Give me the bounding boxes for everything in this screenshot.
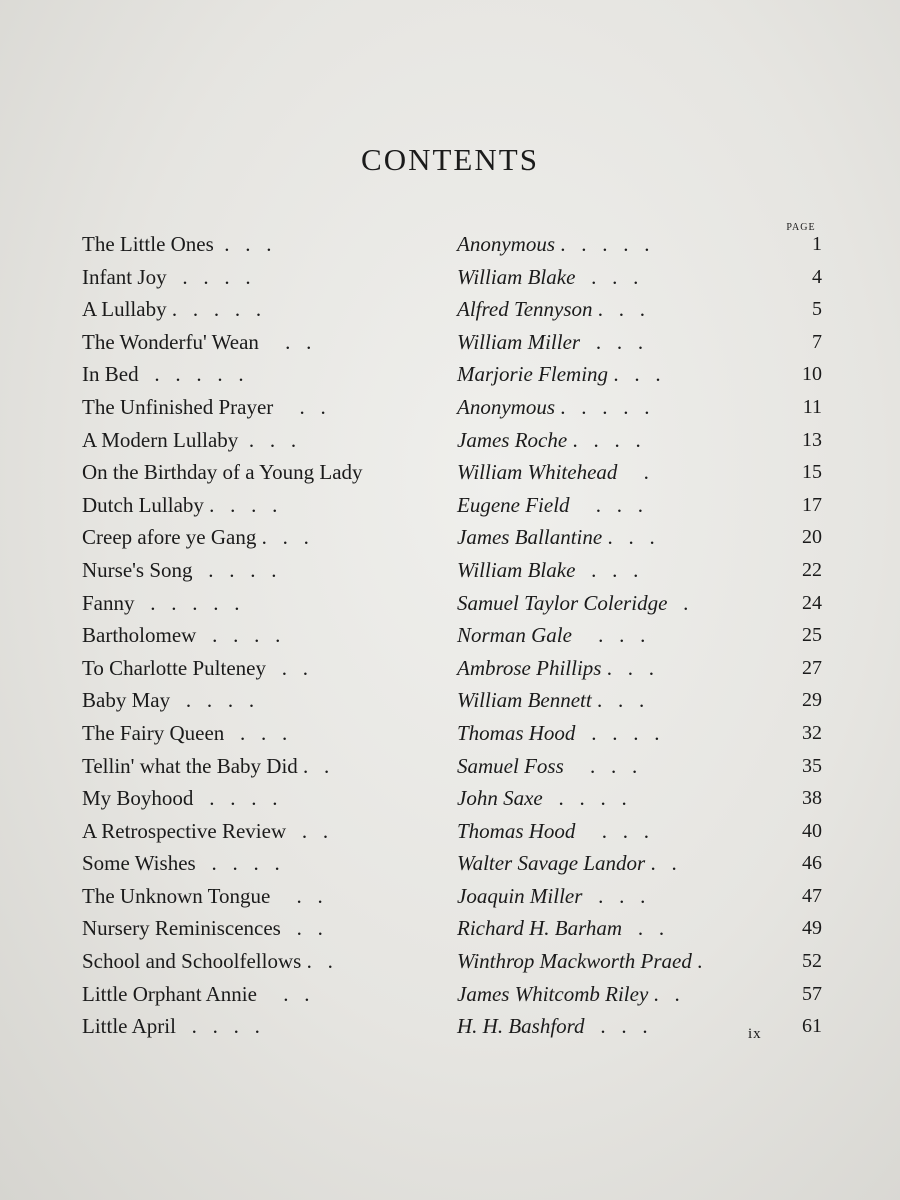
entry-page-number: 57 bbox=[802, 982, 822, 1005]
entry-author bbox=[457, 261, 787, 294]
dot-leader: . . . . bbox=[166, 264, 251, 289]
dot-leader: . . . . bbox=[175, 1014, 260, 1039]
contents-entry bbox=[82, 424, 827, 457]
dot-leader: . . . . bbox=[196, 623, 281, 648]
contents-entry bbox=[82, 456, 827, 489]
dot-leader: . . . bbox=[575, 557, 639, 582]
entry-author bbox=[457, 424, 787, 457]
dot-leader: . . . . bbox=[170, 688, 255, 713]
dot-leader: . . . bbox=[591, 688, 645, 713]
page-column-label: PAGE bbox=[786, 222, 816, 233]
entry-author-text: Anonymous bbox=[457, 394, 555, 419]
entry-title-text: Baby May bbox=[82, 688, 171, 713]
dot-leader: . . . . bbox=[542, 786, 627, 811]
contents-entry bbox=[82, 261, 827, 294]
entry-author-text: Alfred Tennyson bbox=[457, 297, 593, 322]
entry-page-number: 32 bbox=[802, 721, 822, 744]
entry-title-text: Little Orphant Annie bbox=[82, 981, 257, 1006]
dot-leader: . . . . bbox=[193, 786, 278, 811]
entry-page-number: 35 bbox=[802, 754, 822, 777]
entry-author bbox=[457, 293, 787, 326]
entry-author bbox=[457, 945, 787, 978]
dot-leader: . . . bbox=[563, 753, 638, 778]
entry-title-text: The Little Ones bbox=[82, 232, 214, 256]
dot-leader: . . . bbox=[575, 818, 649, 843]
entry-title bbox=[82, 750, 452, 783]
entry-title bbox=[82, 717, 452, 750]
dot-leader: . . bbox=[280, 916, 323, 941]
dot-leader: . . . . . bbox=[555, 232, 650, 256]
dot-leader: . . bbox=[645, 851, 677, 876]
entry-author bbox=[457, 750, 787, 783]
folio-number: ix bbox=[748, 1026, 762, 1042]
entry-page-number: 47 bbox=[802, 884, 822, 907]
entry-page-number: 5 bbox=[812, 298, 822, 321]
entry-title bbox=[82, 358, 452, 391]
entry-title bbox=[82, 1010, 452, 1043]
entry-title-text: My Boyhood bbox=[82, 786, 194, 811]
contents-entry bbox=[82, 847, 827, 880]
entry-author-text: William Bennett bbox=[457, 688, 592, 713]
entry-title bbox=[82, 293, 452, 326]
entry-page-number: 22 bbox=[802, 558, 822, 581]
entry-author-text: Joaquin Miller bbox=[457, 883, 583, 908]
entry-title-text: Nurse's Song bbox=[82, 557, 193, 582]
contents-entry bbox=[82, 1010, 827, 1043]
entry-title-text: The Fairy Queen bbox=[82, 720, 225, 745]
entry-author bbox=[457, 978, 787, 1011]
entry-title-text: The Wonderfu' Wean bbox=[82, 329, 259, 354]
entry-page-number: 40 bbox=[802, 819, 822, 842]
contents-entry bbox=[82, 782, 827, 815]
dot-leader: . . . . bbox=[192, 557, 277, 582]
contents-entry bbox=[82, 945, 827, 978]
dot-leader: . bbox=[617, 460, 649, 485]
contents-entry bbox=[82, 391, 827, 424]
entry-author-text: Samuel Foss bbox=[457, 753, 564, 778]
entry-page-number: 11 bbox=[802, 395, 822, 418]
entry-title bbox=[82, 945, 452, 978]
dot-leader: . . . bbox=[608, 362, 661, 387]
entry-title-text: In Bed bbox=[82, 362, 139, 387]
dot-leader: . . . bbox=[238, 427, 297, 452]
entry-author bbox=[457, 587, 787, 620]
dot-leader: . . . . bbox=[575, 720, 660, 745]
contents-entry bbox=[82, 293, 827, 326]
dot-leader: . . . bbox=[602, 525, 655, 550]
entry-author bbox=[457, 228, 787, 261]
entry-author bbox=[457, 521, 787, 554]
contents-entry bbox=[82, 554, 827, 587]
entry-author bbox=[457, 326, 787, 359]
entry-title bbox=[82, 554, 452, 587]
contents-entry bbox=[82, 912, 827, 945]
entry-author-text: William Whitehead bbox=[457, 460, 618, 485]
entry-author-text: Ambrose Phillips bbox=[457, 655, 602, 680]
entry-author-text: H. H. Bashford bbox=[457, 1014, 585, 1039]
dot-leader: . . bbox=[273, 394, 326, 419]
entry-author-text: Samuel Taylor Coleridge bbox=[457, 590, 668, 615]
entry-author bbox=[457, 847, 787, 880]
entry-page-number: 13 bbox=[802, 428, 822, 451]
entry-author bbox=[457, 554, 787, 587]
entry-author-text: William Miller bbox=[457, 329, 581, 354]
dot-leader: . . . . bbox=[567, 427, 641, 452]
entry-page-number: 25 bbox=[802, 624, 822, 647]
entry-title-text: School and Schoolfellows bbox=[82, 949, 302, 974]
entry-title bbox=[82, 228, 452, 261]
contents-entry bbox=[82, 326, 827, 359]
entry-author-text: John Saxe bbox=[457, 786, 543, 811]
contents-list bbox=[82, 228, 827, 1043]
entry-title bbox=[82, 815, 452, 848]
contents-entry bbox=[82, 815, 827, 848]
contents-entry bbox=[82, 521, 827, 554]
entry-title-text: Infant Joy bbox=[82, 264, 167, 289]
entry-title bbox=[82, 847, 452, 880]
entry-author-text: Thomas Hood bbox=[457, 818, 576, 843]
entry-title bbox=[82, 587, 452, 620]
entry-title bbox=[82, 391, 452, 424]
entry-title bbox=[82, 521, 452, 554]
dot-leader: . . . bbox=[592, 297, 646, 322]
page-title: CONTENTS bbox=[361, 142, 539, 177]
entry-author bbox=[457, 684, 787, 717]
entry-page-number: 49 bbox=[802, 917, 822, 940]
entry-title bbox=[82, 978, 452, 1011]
entry-title bbox=[82, 456, 452, 489]
entry-author bbox=[457, 717, 787, 750]
entry-title-text: On the Birthday of a Young Lady bbox=[82, 460, 363, 485]
dot-leader: . . . . . bbox=[134, 590, 240, 615]
entry-title-text: The Unknown Tongue bbox=[82, 883, 271, 908]
entry-title-text: Dutch Lullaby bbox=[82, 492, 204, 517]
entry-page-number: 15 bbox=[802, 461, 822, 484]
dot-leader: . . bbox=[286, 818, 329, 843]
dot-leader: . . . . bbox=[195, 851, 280, 876]
entry-author-text: William Blake bbox=[457, 557, 576, 582]
entry-title-text: A Modern Lullaby bbox=[82, 427, 239, 452]
dot-leader: . . bbox=[648, 981, 680, 1006]
entry-title bbox=[82, 619, 452, 652]
entry-author-text: Eugene Field bbox=[457, 492, 570, 517]
entry-title-text: Nursery Reminiscences bbox=[82, 916, 281, 941]
dot-leader: . . . bbox=[575, 264, 639, 289]
entry-author bbox=[457, 358, 787, 391]
contents-entry bbox=[82, 228, 827, 261]
entry-title-text: Tellin' what the Baby Did bbox=[82, 753, 298, 778]
entry-author bbox=[457, 391, 787, 424]
entry-page-number: 24 bbox=[802, 591, 822, 614]
dot-leader: . . . bbox=[580, 329, 644, 354]
entry-page-number: 29 bbox=[802, 689, 822, 712]
entry-title bbox=[82, 782, 452, 815]
contents-entry bbox=[82, 489, 827, 522]
dot-leader: . . . . . bbox=[166, 297, 262, 322]
entry-title bbox=[82, 489, 452, 522]
contents-entry bbox=[82, 587, 827, 620]
entry-page-number: 10 bbox=[802, 363, 822, 386]
contents-entry bbox=[82, 717, 827, 750]
entry-author bbox=[457, 456, 787, 489]
entry-author-text: James Ballantine bbox=[457, 525, 603, 550]
entry-author bbox=[457, 880, 787, 913]
entry-author-text: James Whitcomb Riley bbox=[457, 981, 649, 1006]
entry-page-number: 61 bbox=[802, 1015, 822, 1038]
contents-entry bbox=[82, 750, 827, 783]
entry-author bbox=[457, 782, 787, 815]
dot-leader: . . . bbox=[224, 720, 288, 745]
entry-title-text: Some Wishes bbox=[82, 851, 196, 876]
contents-entry bbox=[82, 652, 827, 685]
entry-title-text: Little April bbox=[82, 1014, 176, 1039]
entry-page-number: 7 bbox=[812, 330, 822, 353]
dot-leader: . . . bbox=[569, 492, 644, 517]
entry-title-text: Fanny bbox=[82, 590, 135, 615]
dot-leader: . . bbox=[270, 883, 323, 908]
entry-author bbox=[457, 652, 787, 685]
entry-page-number: 4 bbox=[812, 265, 822, 288]
entry-author-text: Anonymous bbox=[457, 232, 555, 256]
entry-author-text: Winthrop Mackworth Praed bbox=[457, 949, 692, 974]
dot-leader: . . bbox=[258, 329, 312, 354]
dot-leader: . . . bbox=[256, 525, 309, 550]
entry-author-text: Marjorie Fleming bbox=[457, 362, 609, 387]
contents-entry bbox=[82, 358, 827, 391]
entry-title bbox=[82, 261, 452, 294]
entry-author-text: James Roche bbox=[457, 427, 568, 452]
entry-page-number: 1 bbox=[812, 233, 822, 255]
entry-title bbox=[82, 684, 452, 717]
entry-title-text: A Lullaby bbox=[82, 297, 167, 322]
entry-title bbox=[82, 326, 452, 359]
entry-author bbox=[457, 912, 787, 945]
contents-entry bbox=[82, 880, 827, 913]
entry-title bbox=[82, 652, 452, 685]
entry-title-text: A Retrospective Review bbox=[82, 818, 287, 843]
entry-page-number: 38 bbox=[802, 787, 822, 810]
dot-leader: . . . . . bbox=[138, 362, 244, 387]
entry-title bbox=[82, 912, 452, 945]
dot-leader: . . . bbox=[601, 655, 654, 680]
dot-leader: . bbox=[691, 949, 703, 974]
dot-leader: . . bbox=[622, 916, 665, 941]
entry-title bbox=[82, 424, 452, 457]
entry-title-text: The Unfinished Prayer bbox=[82, 394, 274, 419]
dot-leader: . . . bbox=[582, 883, 646, 908]
contents-entry bbox=[82, 978, 827, 1011]
entry-author-text: William Blake bbox=[457, 264, 576, 289]
entry-title-text: Bartholomew bbox=[82, 623, 197, 648]
dot-leader: . . . . . bbox=[555, 394, 650, 419]
contents-entry bbox=[82, 684, 827, 717]
dot-leader: . . bbox=[256, 981, 310, 1006]
entry-page-number: 46 bbox=[802, 852, 822, 875]
entry-author bbox=[457, 815, 787, 848]
entry-page-number: 27 bbox=[802, 656, 822, 679]
dot-leader: . . . bbox=[584, 1014, 648, 1039]
entry-author-text: Norman Gale bbox=[457, 623, 572, 648]
entry-author-text: Walter Savage Landor bbox=[457, 851, 646, 876]
dot-leader: . bbox=[667, 590, 689, 615]
dot-leader: . . . bbox=[213, 232, 272, 256]
entry-page-number: 52 bbox=[802, 950, 822, 973]
entry-title bbox=[82, 880, 452, 913]
dot-leader: . . bbox=[266, 655, 308, 680]
entry-author-text: Richard H. Barham bbox=[457, 916, 623, 941]
dot-leader: . . bbox=[297, 753, 330, 778]
entry-page-number: 17 bbox=[802, 493, 822, 516]
dot-leader: . . bbox=[301, 949, 333, 974]
contents-entry bbox=[82, 619, 827, 652]
dot-leader: . . . bbox=[571, 623, 646, 648]
entry-author bbox=[457, 619, 787, 652]
dot-leader: . . . . bbox=[203, 492, 278, 517]
entry-author-text: Thomas Hood bbox=[457, 720, 576, 745]
entry-author bbox=[457, 489, 787, 522]
entry-author bbox=[457, 1010, 787, 1043]
entry-page-number: 20 bbox=[802, 526, 822, 549]
entry-title-text: Creep afore ye Gang bbox=[82, 525, 257, 550]
entry-title-text: To Charlotte Pulteney bbox=[82, 655, 266, 680]
